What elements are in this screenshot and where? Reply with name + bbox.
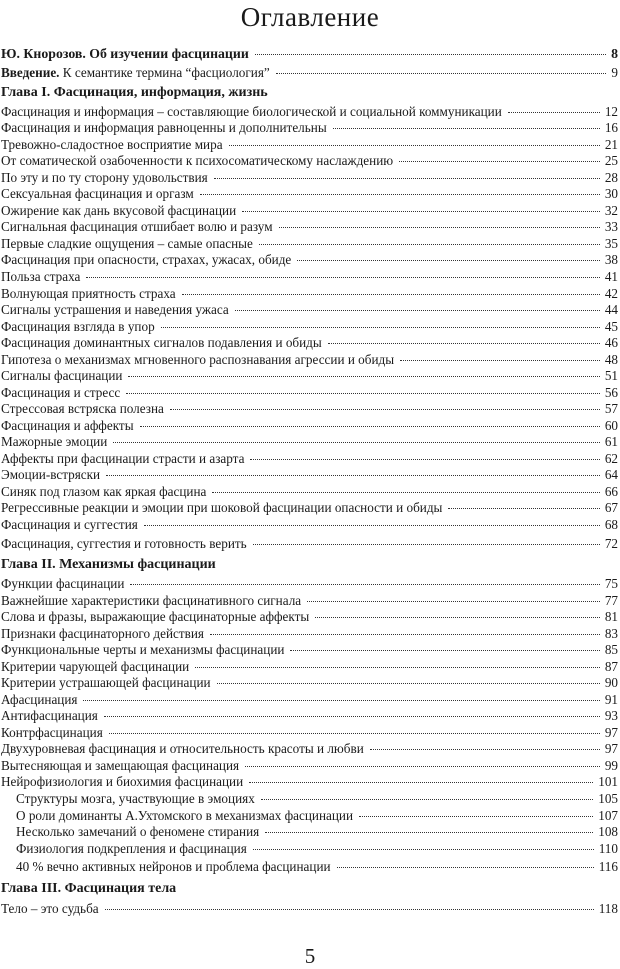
toc-page-number: 9 (611, 65, 618, 80)
dot-leader (297, 260, 600, 261)
toc-entry-title (0, 592, 301, 609)
toc-page-number: 21 (604, 137, 618, 152)
toc-entry (0, 674, 620, 691)
toc-entry (0, 483, 620, 500)
toc-page-number: 25 (604, 153, 618, 168)
toc-entry (0, 900, 620, 917)
toc-entry-title (0, 301, 229, 318)
toc-entry-title (0, 152, 393, 169)
toc-entry-title (0, 268, 80, 285)
toc-page-number: 46 (604, 335, 618, 350)
toc-entry-text: Стрессовая встряска полезна (1, 401, 164, 416)
toc-entry (0, 218, 620, 235)
toc-page-number: 101 (598, 774, 618, 789)
toc-entry-title (0, 417, 134, 434)
toc-entry-text: Контрфасцинация (1, 725, 103, 740)
toc-entry-title (0, 674, 211, 691)
toc-entry-text: О роли доминанты А.Ухтомского в механизмах фасцинации (16, 808, 354, 823)
dot-leader (170, 409, 600, 410)
dot-leader (290, 650, 599, 651)
toc-entry (0, 691, 620, 708)
toc-page-number: 75 (604, 576, 618, 591)
dot-leader (195, 667, 600, 668)
dot-leader (370, 749, 600, 750)
toc-entry-title (0, 235, 253, 252)
dot-leader (333, 128, 600, 129)
toc-page-number: 107 (598, 808, 618, 823)
toc-entry-title (0, 858, 331, 875)
toc-page-number: 105 (598, 791, 618, 806)
toc-entry (0, 334, 620, 351)
dot-leader (212, 492, 599, 493)
toc-page-number: 85 (604, 642, 618, 657)
toc-page-number: 38 (604, 252, 618, 267)
dot-leader (253, 849, 594, 850)
toc-entry-title (0, 285, 176, 302)
toc-entry-text: Критерии чарующей фасцинации (1, 659, 190, 674)
toc-entry (0, 466, 620, 483)
toc-entry-text: Антифасцинация (1, 708, 98, 723)
toc-chapter-heading (0, 84, 620, 101)
toc-page-number: 108 (598, 824, 618, 839)
toc-entry-title (0, 45, 249, 62)
toc-entry (0, 285, 620, 302)
toc-entry-text: Аффекты при фасцинации страсти и азарта (1, 451, 245, 466)
dot-leader (104, 716, 600, 717)
toc-entry (0, 268, 620, 285)
toc-page-number: 77 (604, 593, 618, 608)
toc-entry-text: Фасцинация при опасности, страхах, ужасах, обиде (1, 252, 292, 267)
toc-page-number: 97 (604, 741, 618, 756)
toc-entry-bold-title: Глава III. Фасцинация тела (1, 881, 177, 896)
page-number: 5 (304, 944, 316, 968)
toc-entry-text: Ожирение как дань вкусовой фасцинации (1, 203, 237, 218)
toc-page-number: 67 (604, 500, 618, 515)
dot-leader (109, 733, 600, 734)
toc-entry (0, 367, 620, 384)
page-title: Оглавление (240, 2, 380, 32)
toc-chapter-heading (0, 556, 620, 573)
toc-entry-title (0, 535, 247, 552)
dot-leader (245, 766, 600, 767)
toc-entry-title (0, 757, 239, 774)
toc-entry (0, 625, 620, 642)
toc-page-number: 97 (604, 725, 618, 740)
toc-entry-title (0, 740, 364, 757)
toc-page-number: 72 (604, 536, 618, 551)
toc-entry-text: 40 % вечно активных нейронов и проблема фасцинации (16, 859, 331, 874)
dot-leader (249, 782, 593, 783)
toc-page-number: 45 (604, 319, 618, 334)
toc-page-number: 30 (604, 186, 618, 201)
toc-entry (0, 433, 620, 450)
toc-entry-title (0, 384, 120, 401)
toc-entry (0, 152, 620, 169)
dot-leader (86, 277, 599, 278)
toc-entry-title (0, 900, 99, 917)
toc-entry-title (0, 218, 273, 235)
toc-entry-bold-title: Введение. (1, 65, 60, 80)
toc-entry (0, 202, 620, 219)
toc-page-number: 87 (604, 659, 618, 674)
toc-page-number: 81 (604, 609, 618, 624)
toc-entry-text: Фасцинация взгляда в упор (1, 319, 155, 334)
toc-entry-text: Фасцинация и стресс (1, 385, 121, 400)
toc-entry (0, 251, 620, 268)
toc-page-number: 116 (598, 859, 618, 874)
toc-page-number: 66 (604, 484, 618, 499)
toc-entry (0, 707, 620, 724)
toc-entry-text: К семантике термина “фасциология” (59, 65, 270, 80)
toc-entry-text: Гипотеза о механизмах мгновенного распознавания агрессии и обиды (1, 352, 395, 367)
toc-entry (0, 318, 620, 335)
dot-leader (128, 376, 599, 377)
toc-page-number: 110 (598, 841, 618, 856)
toc-entry-title (0, 367, 122, 384)
toc-entry-text: Фасцинация и суггестия (1, 517, 138, 532)
toc-entry (0, 235, 620, 252)
toc-entry-text: Регрессивные реакции и эмоции при шоковой фасцинации опасности и обиды (1, 500, 443, 515)
toc-entry-title (0, 136, 223, 153)
toc-entry-bold-title: Глава I. Фасцинация, информация, жизнь (1, 85, 268, 100)
toc-page-number: 35 (604, 236, 618, 251)
dot-leader (200, 194, 600, 195)
dot-leader (265, 832, 593, 833)
dot-leader (140, 426, 600, 427)
dot-leader (126, 393, 600, 394)
dot-leader (253, 544, 600, 545)
toc-entry-title (0, 823, 259, 840)
dot-leader (130, 584, 599, 585)
dot-leader (83, 700, 599, 701)
toc-entry-text: Сигналы фасцинации (1, 368, 123, 383)
toc-entry (0, 535, 620, 552)
toc-page-number: 64 (604, 467, 618, 482)
toc-entry-title (0, 641, 284, 658)
toc-page-number: 60 (604, 418, 618, 433)
toc-page-number: 90 (604, 675, 618, 690)
dot-leader (400, 360, 600, 361)
toc-entry-title (0, 556, 216, 573)
toc-entry-text: Структуры мозга, участвующие в эмоциях (16, 791, 255, 806)
toc-entry (0, 169, 620, 186)
toc-entry (0, 119, 620, 136)
dot-leader (229, 145, 600, 146)
toc-entry (0, 450, 620, 467)
toc-entry-title (0, 400, 164, 417)
toc-entry-title (0, 790, 255, 807)
toc-entry-text: Функции фасцинации (1, 576, 125, 591)
toc-entry-title (0, 103, 502, 120)
toc-entry-title (0, 707, 98, 724)
toc-entry-title (0, 318, 155, 335)
dot-leader (261, 799, 593, 800)
toc-entry-text: Нейрофизиология и биохимия фасцинации (1, 774, 244, 789)
toc-entry (0, 351, 620, 368)
dot-leader (259, 244, 600, 245)
toc-entry (0, 807, 620, 824)
toc-entry (0, 823, 620, 840)
toc-page-number: 83 (604, 626, 618, 641)
toc-entry (0, 757, 620, 774)
toc-entry (0, 858, 620, 875)
toc-entry (0, 384, 620, 401)
toc-entry-title (0, 185, 194, 202)
toc-page-number: 56 (604, 385, 618, 400)
toc-page-number: 118 (598, 901, 618, 916)
toc-page-number: 68 (604, 517, 618, 532)
toc-entry (0, 575, 620, 592)
toc-entry-title (0, 773, 243, 790)
dot-leader (255, 54, 606, 55)
toc-entry-title (0, 202, 236, 219)
toc-entry-text: Двухуровневая фасцинация и относительность красоты и любви (1, 741, 364, 756)
toc-entry-title (0, 880, 176, 897)
dot-leader (235, 310, 600, 311)
toc-entry-title (0, 608, 309, 625)
toc-entry-text: Сексуальная фасцинация и оргазм (1, 186, 194, 201)
toc-page-number: 93 (604, 708, 618, 723)
toc-entry-text: Критерии устрашающей фасцинации (1, 675, 211, 690)
toc-entry-title (0, 119, 327, 136)
toc-entry-title (0, 450, 244, 467)
toc-entry-text: Тревожно-сладостное восприятие мира (1, 137, 223, 152)
toc-page-number: 33 (604, 219, 618, 234)
toc-entry-bold-title: Глава II. Механизмы фасцинации (1, 557, 216, 572)
dot-leader (337, 867, 594, 868)
toc-page-number: 51 (604, 368, 618, 383)
dot-leader (113, 442, 600, 443)
toc-entry-title (0, 84, 268, 101)
toc-entry-text: Слова и фразы, выражающие фасцинаторные аффекты (1, 609, 310, 624)
toc-page-number: 16 (604, 120, 618, 135)
toc-entry (0, 185, 620, 202)
toc-page-number: 32 (604, 203, 618, 218)
dot-leader (106, 475, 600, 476)
toc-entry-text: Волнующая приятность страха (1, 286, 176, 301)
toc-entry-text: Фасцинация и информация равноценны и дополнительны (1, 120, 327, 135)
toc-entry-title (0, 625, 204, 642)
dot-leader (161, 327, 600, 328)
toc-entry-title (0, 483, 206, 500)
toc-page-number: 57 (604, 401, 618, 416)
toc-entry (0, 400, 620, 417)
dot-leader (214, 178, 600, 179)
toc-entry (0, 724, 620, 741)
toc-entry-title (0, 466, 100, 483)
toc-entry (0, 301, 620, 318)
toc-entry-title (0, 807, 353, 824)
toc-entry-text: Фасцинация и информация – составляющие биологической и социальной коммуникации (1, 104, 502, 119)
dot-leader (328, 343, 600, 344)
toc-entry-text: Первые сладкие ощущения – самые опасные (1, 236, 253, 251)
toc-entry-title (0, 64, 270, 81)
toc-entry (0, 499, 620, 516)
toc-entry-text: Важнейшие характеристики фасцинативного сигнала (1, 593, 302, 608)
toc-page-number: 91 (604, 692, 618, 707)
toc-entry-title (0, 658, 189, 675)
toc-entry (0, 516, 620, 533)
toc-page-number: 8 (611, 46, 618, 61)
toc-entry-text: Эмоции-встряски (1, 467, 101, 482)
dot-leader (182, 294, 600, 295)
toc-page-number: 48 (604, 352, 618, 367)
toc-entry-title (0, 724, 103, 741)
toc-entry (0, 592, 620, 609)
toc-page-number: 12 (604, 104, 618, 119)
toc-page-number: 28 (604, 170, 618, 185)
toc-entry (0, 45, 620, 62)
toc-entry-title (0, 840, 247, 857)
dot-leader (210, 634, 600, 635)
toc-entry-text: По эту и по ту сторону удовольствия (1, 170, 208, 185)
toc-entry-title (0, 334, 322, 351)
toc-entry (0, 417, 620, 434)
toc-page-number: 99 (604, 758, 618, 773)
toc-entry (0, 840, 620, 857)
toc-entry-title (0, 251, 291, 268)
toc-entry-title (0, 575, 124, 592)
toc-entry (0, 641, 620, 658)
toc-entry-text: Сигналы устрашения и наведения ужаса (1, 302, 229, 317)
toc-entry-title (0, 169, 208, 186)
dot-leader (448, 508, 599, 509)
toc-page-number: 42 (604, 286, 618, 301)
toc-entry-text: Польза страха (1, 269, 81, 284)
toc-entry-title (0, 691, 77, 708)
toc-entry (0, 658, 620, 675)
toc-entry (0, 608, 620, 625)
toc-page-number: 44 (604, 302, 618, 317)
toc-entry-text: Синяк под глазом как яркая фасцина (1, 484, 207, 499)
dot-leader (359, 816, 593, 817)
toc-entry-bold-title: Ю. Кнорозов. Об изучении фасцинации (1, 46, 249, 61)
toc-entry-title (0, 516, 138, 533)
toc-entry-text: Тело – это судьба (1, 901, 99, 916)
toc-page-number: 61 (604, 434, 618, 449)
toc-entry (0, 773, 620, 790)
dot-leader (279, 227, 600, 228)
toc-entry (0, 103, 620, 120)
toc-entry-text: Признаки фасцинаторного действия (1, 626, 204, 641)
toc-entry-text: Несколько замечаний о феномене стирания (16, 824, 260, 839)
dot-leader (399, 161, 600, 162)
toc-entry-text: Фасцинация доминантных сигналов подавления и обиды (1, 335, 322, 350)
toc-entry (0, 740, 620, 757)
toc-entry-text: Фасцинация и аффекты (1, 418, 134, 433)
toc-entry-title (0, 351, 394, 368)
toc-entry-title (0, 433, 107, 450)
toc-entry-text: Физиология подкрепления и фасцинация (16, 841, 247, 856)
dot-leader (217, 683, 600, 684)
toc-entry (0, 64, 620, 81)
toc-entry-text: Функциональные черты и механизмы фасцинации (1, 642, 285, 657)
dot-leader (144, 525, 600, 526)
dot-leader (276, 73, 607, 74)
toc-entry-text: Вытесняющая и замещающая фасцинация (1, 758, 240, 773)
toc-entry (0, 790, 620, 807)
toc-entry-text: Мажорные эмоции (1, 434, 108, 449)
toc-entry-text: От соматической озабоченности к психосоматическому наслаждению (1, 153, 394, 168)
dot-leader (315, 617, 600, 618)
toc-page-number: 41 (604, 269, 618, 284)
toc-entry-text: Сигнальная фасцинация отшибает волю и разум (1, 219, 273, 234)
toc-entry (0, 136, 620, 153)
dot-leader (242, 211, 600, 212)
toc-entry-text: Фасцинация, суггестия и готовность верить (1, 536, 247, 551)
dot-leader (508, 112, 600, 113)
dot-leader (307, 601, 600, 602)
dot-leader (105, 909, 594, 910)
toc-page-number: 62 (604, 451, 618, 466)
toc-chapter-heading (0, 880, 620, 897)
dot-leader (250, 459, 599, 460)
toc-entry-text: Афасцинация (1, 692, 78, 707)
toc-entry-title (0, 499, 442, 516)
